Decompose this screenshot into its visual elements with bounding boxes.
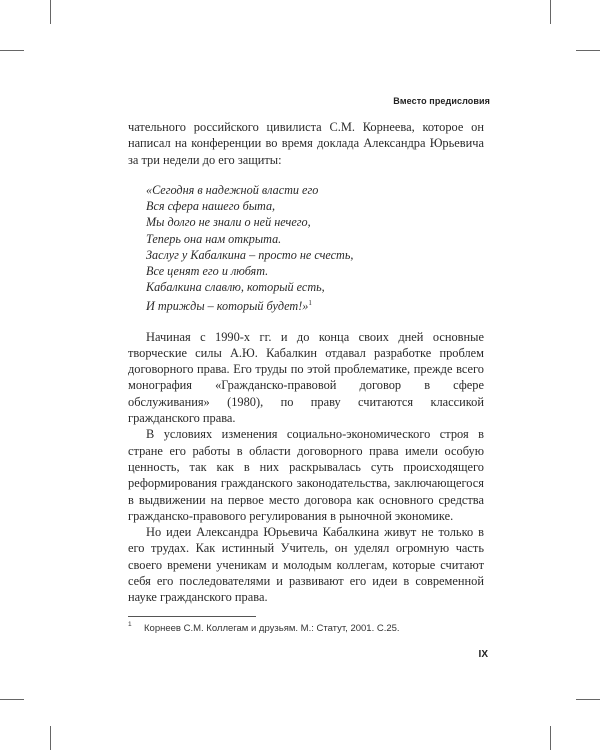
poem-line: «Сегодня в надежной власти его	[146, 182, 319, 197]
page-number: IX	[478, 649, 488, 660]
crop-mark	[0, 50, 24, 51]
footnote-reference[interactable]: 1	[308, 299, 312, 308]
footnote	[128, 623, 488, 634]
poem	[146, 182, 484, 315]
body-text	[128, 119, 484, 606]
poem-line: Все ценят его и любят.	[146, 263, 269, 278]
crop-mark	[576, 699, 600, 700]
poem-line: Теперь она нам открыта.	[146, 231, 282, 246]
running-head: Вместо предисловия	[393, 96, 490, 106]
crop-mark	[50, 726, 51, 750]
poem-line: Мы долго не знали о ней нечего,	[146, 215, 311, 230]
paragraph: Но идеи Александра Юрьевича Кабалкина живут не только в его трудах. Как истинный Учитель, он уделял огромную часть своего времени ученикам и молодым коллегам, которые считают себя его последователями и развивают его идеи в современной науке гражданского права.	[128, 525, 484, 605]
paragraph: Начиная с 1990-х гг. и до конца своих дней основные творческие силы А.Ю. Кабалкин отдавал разработке проблем договорного права. Его труды по этой проблематике, прежде всего монография «Гражданско-правовой договор в сфере обслуживания» (1980), по праву считаются классикой гражданского права.	[128, 329, 484, 426]
crop-mark	[576, 50, 600, 51]
crop-mark	[0, 699, 24, 700]
paragraph: В условиях изменения социально-экономического строя в стране его работы в области договорного права имели особую ценность, так как в них раскрывалась суть происходящего реформирования гражданского законодательства, заключающегося в выдвижении на первое место договора как основного средства гражданско-правового регулирования в рыночной экономике.	[128, 427, 484, 523]
footnote-divider	[128, 616, 256, 617]
footnote-number: 1	[128, 621, 132, 628]
poem-line: Заслуг у Кабалкина – просто не счесть,	[146, 247, 354, 262]
crop-mark	[550, 0, 551, 24]
crop-mark	[50, 0, 51, 24]
crop-mark	[550, 726, 551, 750]
poem-line-last	[146, 295, 484, 314]
intro-paragraph: чательного российского цивилиста С.М. Корнеева, которое он написал на конференции во время доклада Александра Юрьевича за три недели до его защиты:	[128, 120, 484, 167]
footnote-text: Корнеев С.М. Коллегам и друзьям. М.: Статут, 2001. С.25.	[144, 623, 400, 634]
poem-line: Вся сфера нашего быта,	[146, 199, 276, 214]
poem-line: Кабалкина славлю, который есть,	[146, 280, 325, 295]
poem-line: И трижды – который будет!»	[146, 299, 309, 314]
